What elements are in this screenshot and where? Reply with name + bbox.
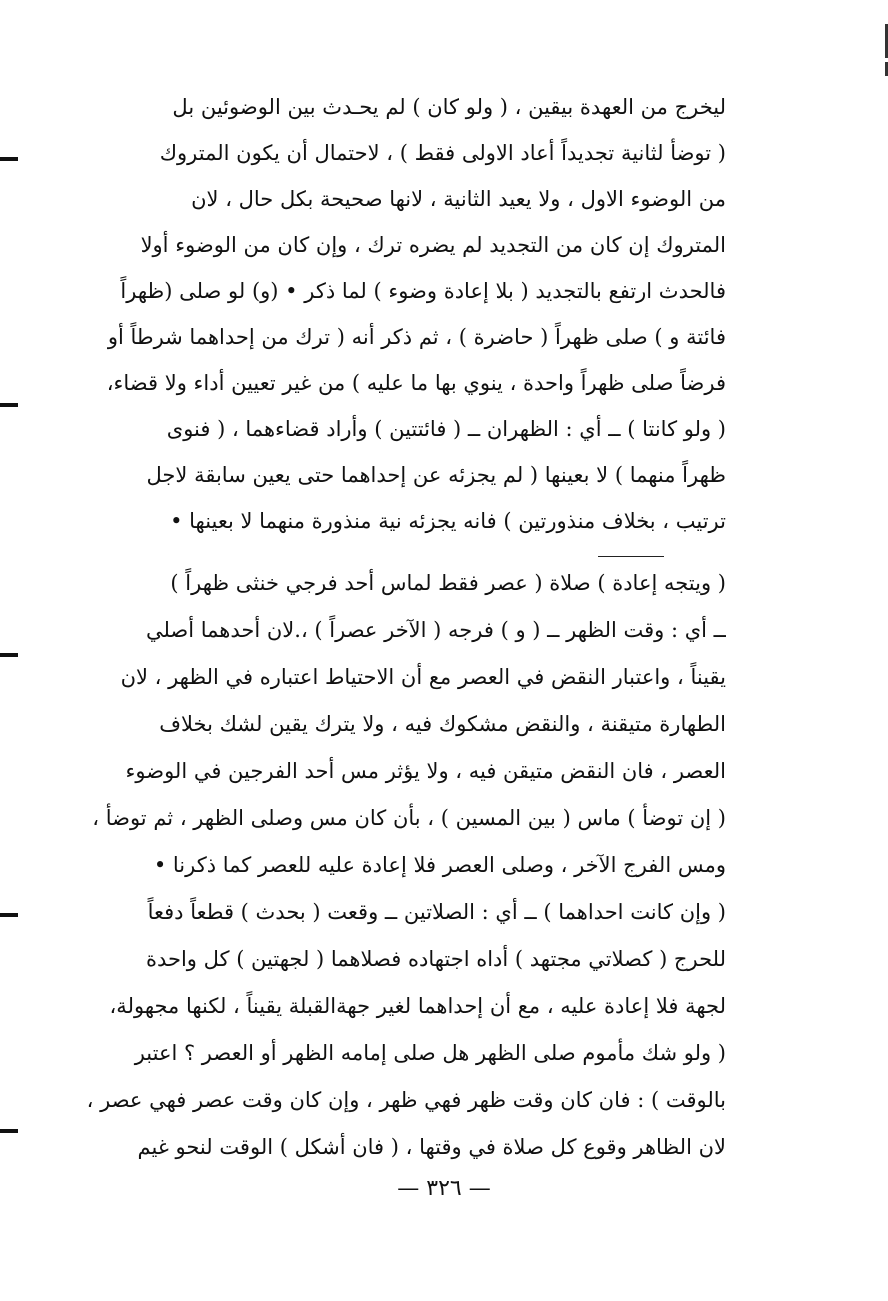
- text-line: المتروك إن كان من التجديد لم يضره ترك ، وإن كان من الوضوء أولا: [140, 233, 726, 257]
- text-line: لجهة فلا إعادة عليه ، مع أن إحداهما لغير جهةالقبلة يقيناً ، لكنها مجهولة،: [109, 994, 726, 1018]
- text-line: ــ أي : وقت الظهر ــ ( و ) فرجه ( الآخر عصراً ) ،.لان أحدهما أصلي: [145, 618, 726, 642]
- text-line: ( ولو شك مأموم صلى الظهر هل صلى إمامه الظهر أو العصر ؟ اعتبر: [134, 1041, 726, 1065]
- margin-tick: [0, 913, 18, 917]
- text-line: لان الظاهر وقوع كل صلاة في وقتها ، ( فان أشكل ) الوقت لنحو غيم: [137, 1135, 726, 1159]
- text-line: ليخرج من العهدة بيقين ، ( ولو كان ) لم يحـدث بين الوضوئين بل: [172, 95, 726, 119]
- text-line: فالحدث ارتفع بالتجديد ( بلا إعادة وضوء ) لما ذكر • (و) لو صلى (ظهراً: [120, 279, 726, 303]
- text-line: يقيناً ، واعتبار النقض في العصر مع أن الاحتياط اعتباره في الظهر ، لان: [120, 665, 726, 689]
- text-line: بالوقت ) : فان كان وقت ظهر فهي ظهر ، وإن كان وقت عصر فهي عصر ،: [86, 1088, 726, 1112]
- text-line: فائتة و ) صلى ظهراً ( حاضرة ) ، ثم ذكر أنه ( ترك من إحداهما شرطاً أو: [107, 325, 726, 349]
- margin-tick: [0, 403, 18, 407]
- text-line: ( ويتجه إعادة ) صلاة ( عصر فقط لماس أحد فرجي خنثى ظهراً ): [170, 571, 726, 595]
- text-line: فرضاً صلى ظهراً واحدة ، ينوي بها ما عليه ) من غير تعيين أداء ولا قضاء،: [106, 371, 726, 395]
- text-line: ( إن توضأ ) ماس ( بين المسين ) ، بأن كان مس وصلى الظهر ، ثم توضأ ،: [92, 806, 726, 830]
- margin-tick: [0, 157, 18, 161]
- section-overline: [598, 556, 664, 557]
- page-number: — ٣٢٦ —: [397, 1176, 491, 1201]
- text-line: ترتيب ، بخلاف منذورتين ) فانه يجزئه نية منذورة منهما لا بعينها •: [170, 509, 726, 533]
- margin-tick: [0, 653, 18, 657]
- paragraph-1: [76, 84, 726, 544]
- text-line: الطهارة متيقنة ، والنقض مشكوك فيه ، ولا يترك يقين لشك بخلاف: [159, 712, 726, 736]
- text-line: ( وإن كانت احداهما ) ــ أي : الصلاتين ــ وقعت ( بحدث ) قطعاً دفعاً: [147, 900, 726, 924]
- text-line: ظهراً منهما ) لا بعينها ( لم يجزئه عن إحداهما حتى يعين سابقة لاجل: [146, 463, 726, 487]
- text-line: ( توضأ لثانية تجديداً أعاد الاولى فقط ) ، لاحتمال أن يكون المتروك: [159, 141, 726, 165]
- text-line: ومس الفرج الآخر ، وصلى العصر فلا إعادة عليه للعصر كما ذكرنا •: [153, 853, 726, 877]
- text-line: من الوضوء الاول ، ولا يعيد الثانية ، لانها صحيحة بكل حال ، لان: [191, 187, 726, 211]
- text-line: العصر ، فان النقض متيقن فيه ، ولا يؤثر مس أحد الفرجين في الوضوء: [125, 759, 726, 783]
- margin-tick: [0, 1129, 18, 1133]
- text-line: ( ولو كانتا ) ــ أي : الظهران ــ ( فائتتين ) وأراد قضاءهما ، ( فنوى: [166, 417, 726, 441]
- text-line: للحرج ( كصلاتي مجتهد ) أداه اجتهاده فصلاهما ( لجهتين ) كل واحدة: [145, 947, 726, 971]
- paragraph-2: [76, 560, 726, 1171]
